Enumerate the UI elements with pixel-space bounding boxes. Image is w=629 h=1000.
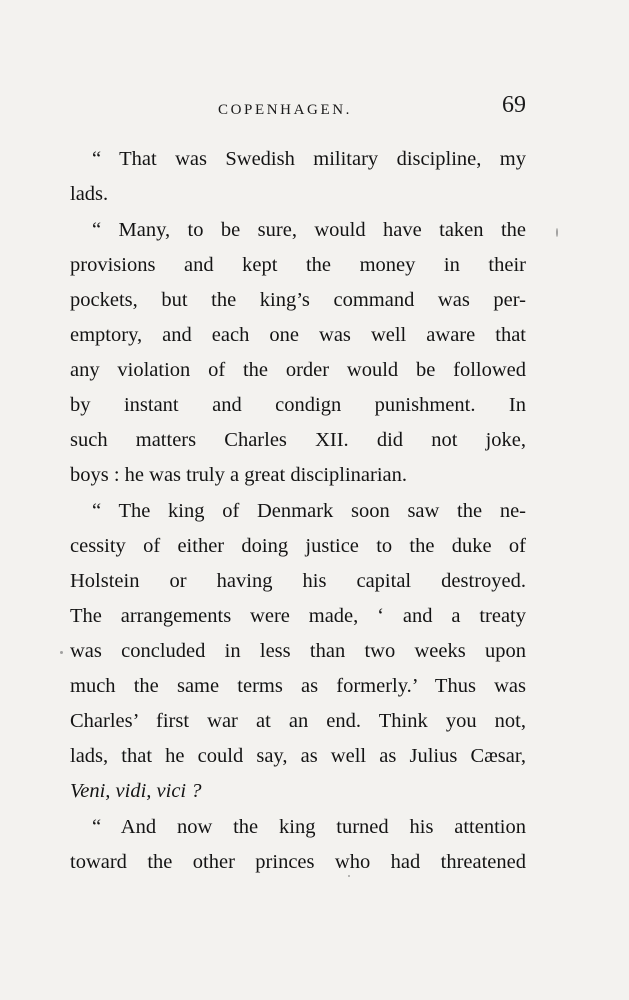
- text-line: by instant and condign punishment. In: [70, 394, 526, 416]
- paper-speck: [60, 651, 63, 654]
- text-line: Charles’ first war at an end. Think you not,: [70, 710, 526, 732]
- body-text: [70, 142, 526, 880]
- paper-speck: [556, 228, 558, 237]
- paper-speck: [348, 875, 350, 877]
- text-line: provisions and kept the money in their: [70, 254, 526, 276]
- running-head: [0, 90, 629, 130]
- text-line: much the same terms as formerly.’ Thus was: [70, 675, 526, 697]
- text-line: was concluded in less than two weeks upon: [70, 640, 526, 662]
- text-line: “ Many, to be sure, would have taken the: [92, 219, 526, 241]
- text-line: cessity of either doing justice to the duke of: [70, 535, 526, 557]
- text-line: The arrangements were made, ‘ and a treaty: [70, 605, 526, 627]
- text-line: lads, that he could say, as well as Julius Cæsar,: [70, 745, 526, 767]
- text-line: Veni, vidi, vici ?: [70, 780, 202, 802]
- running-title: COPENHAGEN.: [218, 102, 353, 118]
- text-line: pockets, but the king’s command was per-: [70, 289, 526, 311]
- text-line: emptory, and each one was well aware that: [70, 324, 526, 346]
- page-number: 69: [502, 92, 526, 118]
- text-line: “ That was Swedish military discipline, my: [92, 148, 526, 170]
- text-line: boys : he was truly a great disciplinarian.: [70, 464, 408, 486]
- text-line: lads.: [70, 183, 109, 205]
- text-line: toward the other princes who had threatened: [70, 851, 526, 873]
- text-line: “ The king of Denmark soon saw the ne-: [92, 500, 526, 522]
- text-line: any violation of the order would be followed: [70, 359, 526, 381]
- text-line: Holstein or having his capital destroyed.: [70, 570, 526, 592]
- text-line: such matters Charles XII. did not joke,: [70, 429, 526, 451]
- text-line: “ And now the king turned his attention: [92, 816, 526, 838]
